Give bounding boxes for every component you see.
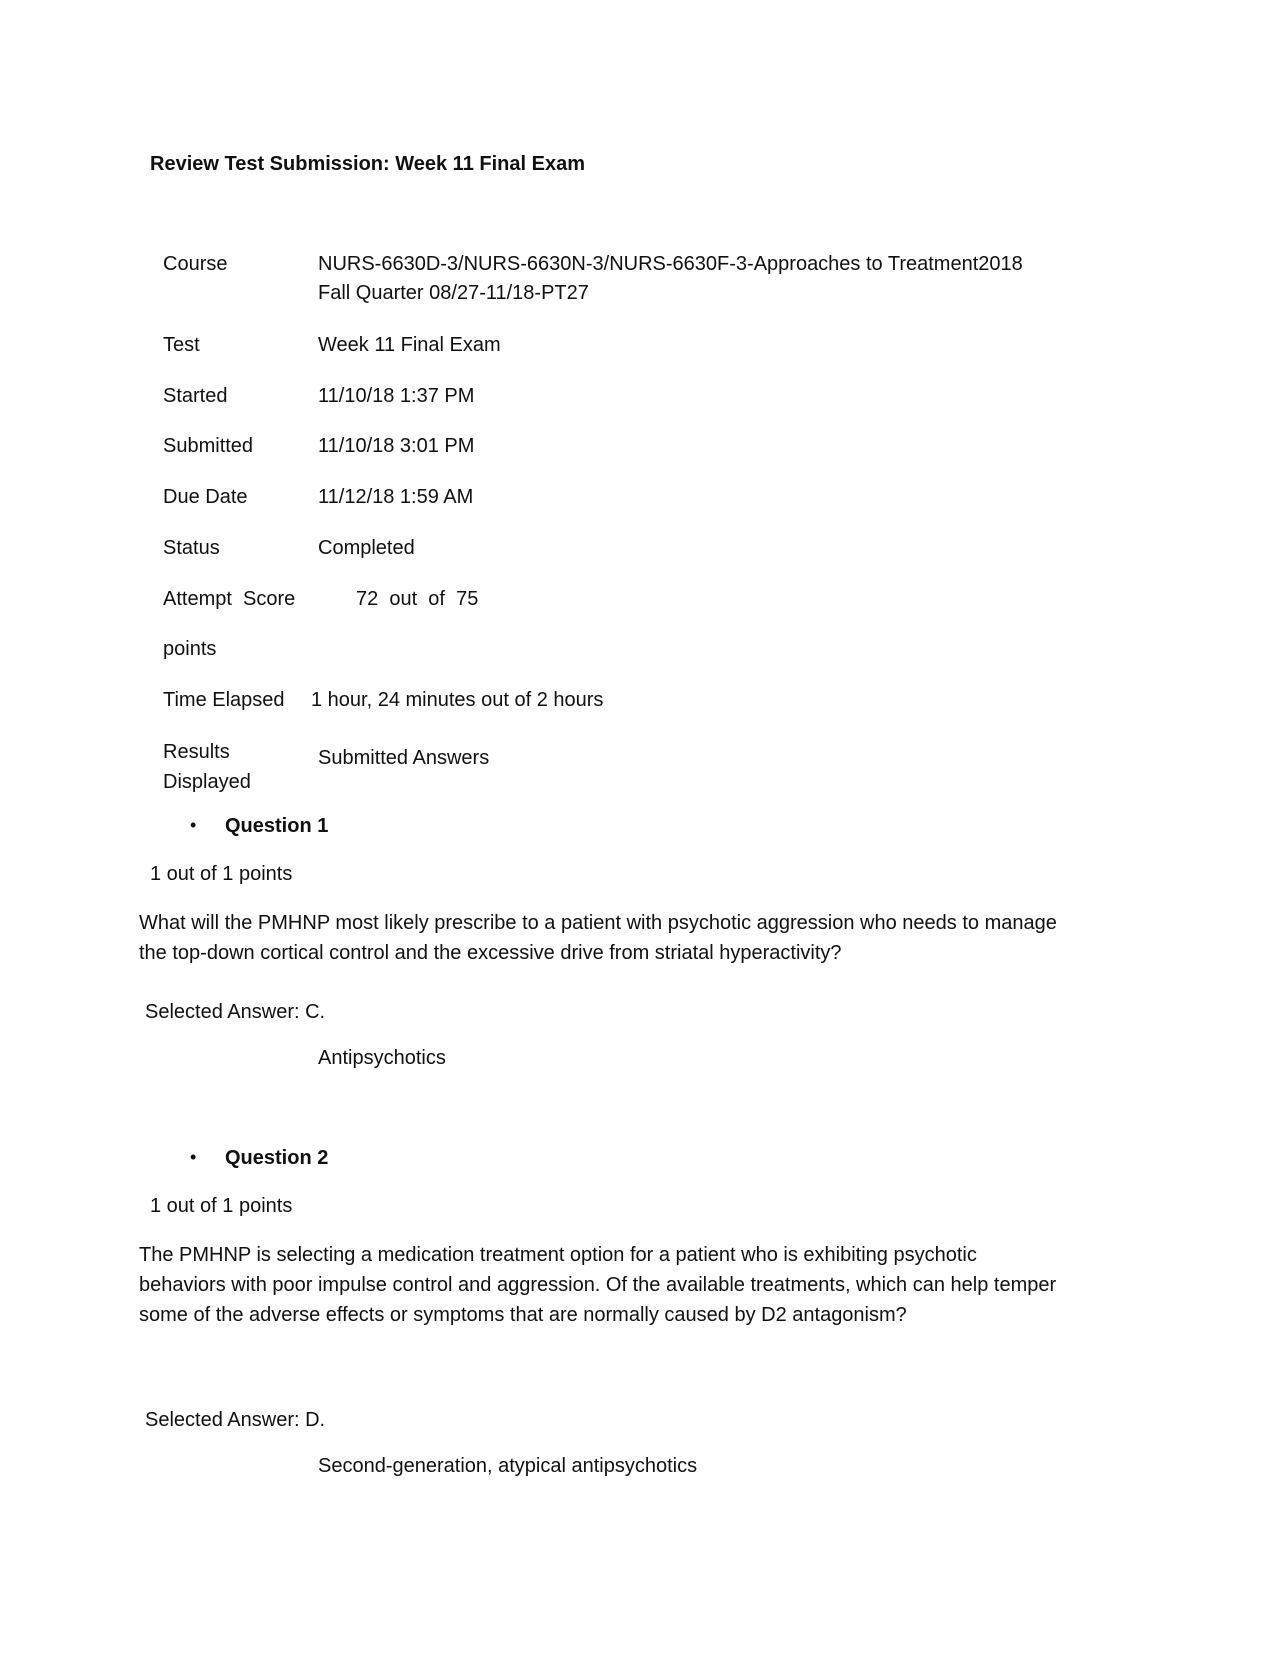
bullet-icon: • — [190, 1147, 197, 1167]
course-value-line2: Fall Quarter 08/27-11/18-PT27 — [318, 282, 589, 304]
time-elapsed-value: 1 hour, 24 minutes out of 2 hours — [311, 689, 604, 711]
results-displayed-label-line2: Displayed — [163, 771, 251, 793]
question-heading: Question 1 — [225, 815, 329, 837]
started-value: 11/10/18 1:37 PM — [318, 385, 475, 407]
started-label: Started — [163, 385, 228, 407]
due-date-label: Due Date — [163, 486, 248, 508]
time-elapsed-label: Time Elapsed — [163, 689, 285, 711]
question-points: 1 out of 1 points — [150, 1195, 293, 1217]
selected-answer-label: Selected Answer: D. — [145, 1409, 326, 1431]
course-value-line1: NURS-6630D-3/NURS-6630N-3/NURS-6630F-3-Approaches to Treatment2018 — [318, 253, 1023, 275]
selected-answer-text: Antipsychotics — [318, 1047, 446, 1069]
due-date-value: 11/12/18 1:59 AM — [318, 486, 474, 508]
attempt-score-label: Attempt Score — [163, 588, 296, 610]
question-heading: Question 2 — [225, 1147, 329, 1169]
selected-answer-label: Selected Answer: C. — [145, 1001, 326, 1023]
selected-answer-text: Second-generation, atypical antipsychotics — [318, 1455, 698, 1477]
results-displayed-label-line1: Results — [163, 741, 230, 763]
course-label: Course — [163, 253, 228, 275]
bullet-icon: • — [190, 815, 197, 835]
test-value: Week 11 Final Exam — [318, 334, 501, 356]
submitted-label: Submitted — [163, 435, 254, 457]
status-label: Status — [163, 537, 220, 559]
question-points: 1 out of 1 points — [150, 863, 293, 885]
results-displayed-value: Submitted Answers — [318, 747, 490, 769]
question-text: What will the PMHNP most likely prescribe to a patient with psychotic aggression who needs to manage the top-down cortical control and the excessive drive from striatal hyperactivity? — [139, 912, 1057, 964]
status-value: Completed — [318, 537, 415, 559]
score-unit: points — [163, 638, 217, 660]
submitted-value: 11/10/18 3:01 PM — [318, 435, 475, 457]
page-title: Review Test Submission: Week 11 Final Exam — [150, 153, 585, 175]
attempt-score-value: 72 out of 75 — [356, 588, 479, 610]
question-text: The PMHNP is selecting a medication treatment option for a patient who is exhibiting psychotic behaviors with poor impulse control and aggression. Of the available treatments, which can help temper some of the adverse effects or symptoms that are normally caused by D2 antagonism? — [139, 1244, 1057, 1326]
test-label: Test — [163, 334, 200, 356]
